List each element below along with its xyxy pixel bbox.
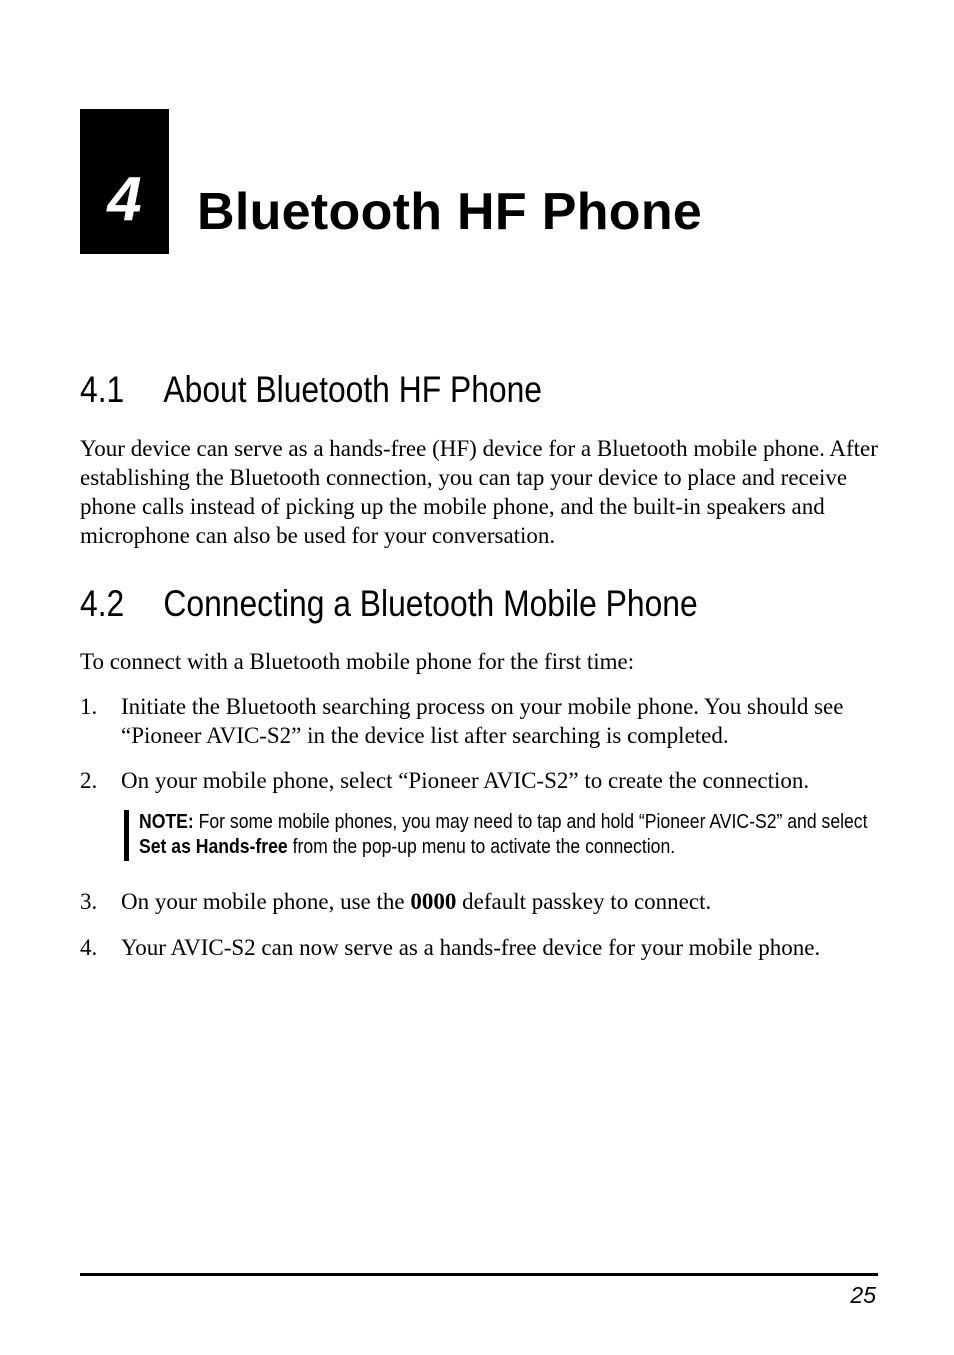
note-label: NOTE: bbox=[139, 811, 194, 833]
chapter-number: 4 bbox=[107, 165, 142, 234]
chapter-number-box bbox=[80, 109, 169, 254]
list-marker: 3. bbox=[80, 889, 98, 914]
section-number: 4.2 bbox=[80, 583, 125, 624]
chapter-title: Bluetooth HF Phone bbox=[197, 183, 703, 241]
section-heading-4-1 bbox=[80, 368, 542, 412]
list-item-text: Your AVIC-S2 can now serve as a hands-free device for your mobile phone. bbox=[121, 935, 821, 960]
list-item bbox=[80, 933, 880, 962]
page-number: 25 bbox=[850, 1282, 876, 1308]
footer-rule bbox=[80, 1273, 878, 1276]
section-intro-connect: To connect with a Bluetooth mobile phone for the first time: bbox=[80, 649, 635, 674]
section-number: 4.1 bbox=[80, 369, 125, 410]
passkey: 0000 bbox=[410, 889, 457, 914]
list-item bbox=[80, 887, 880, 916]
list-item-text bbox=[121, 887, 880, 916]
note-text-part: For some mobile phones, you may need to tap and hold “Pioneer AVIC-S2” and select bbox=[193, 811, 868, 833]
list-item-text: On your mobile phone, select “Pioneer AVIC-S2” to create the connection. bbox=[121, 768, 810, 793]
note-text-part: from the pop-up menu to activate the connection. bbox=[287, 836, 676, 858]
text-part: On your mobile phone, use the bbox=[121, 889, 411, 914]
section-heading-4-2 bbox=[80, 582, 698, 626]
list-item bbox=[80, 692, 880, 750]
section-title: About Bluetooth HF Phone bbox=[163, 369, 542, 410]
text-part: default passkey to connect. bbox=[456, 889, 712, 914]
note-box bbox=[124, 810, 889, 861]
note-text bbox=[139, 810, 887, 860]
list-marker: 2. bbox=[80, 768, 98, 793]
note-bold-term: Set as Hands-free bbox=[139, 836, 288, 858]
list-marker: 1. bbox=[80, 694, 98, 719]
section-title: Connecting a Bluetooth Mobile Phone bbox=[163, 583, 698, 624]
list-marker: 4. bbox=[80, 935, 98, 960]
list-item-text: Initiate the Bluetooth searching process on your mobile phone. You should see “Pioneer AVIC-S2” in the device list after searching is completed. bbox=[121, 694, 844, 748]
section-paragraph-about: Your device can serve as a hands-free (HF) device for a Bluetooth mobile phone. After establishing the Bluetooth connection, you can tap your device to place and receive phone calls instead of picking up the mobile phone, and the built-in speakers and microphone can also be used for your conversation. bbox=[80, 436, 878, 548]
list-item bbox=[80, 766, 880, 795]
